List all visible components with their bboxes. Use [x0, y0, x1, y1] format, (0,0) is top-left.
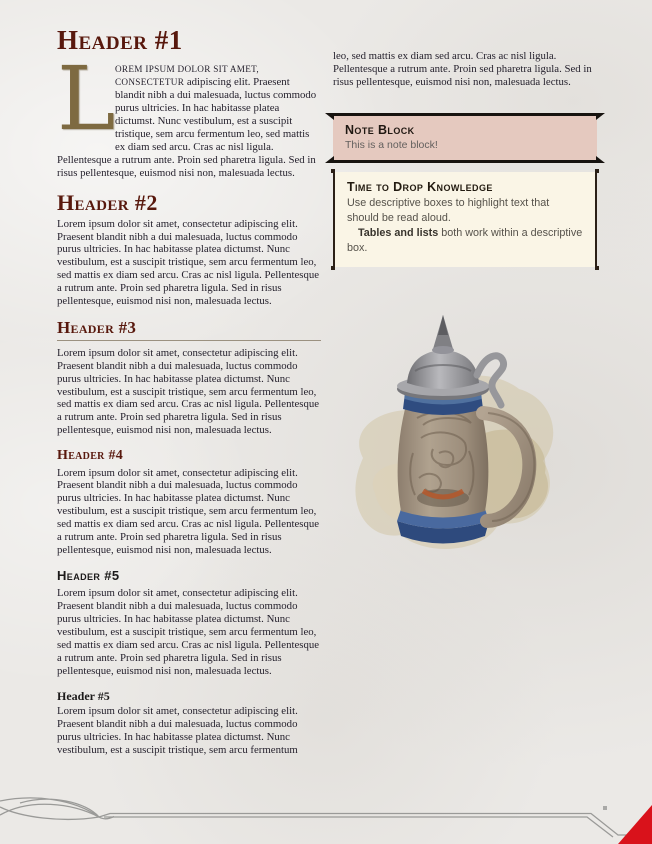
- heading-4: Header #4: [57, 448, 124, 464]
- note-corner-icon: [596, 113, 605, 120]
- note-corner-icon: [596, 156, 605, 163]
- footer-corner-red-triangle: [618, 805, 652, 844]
- box-corner-dot-icon: [595, 169, 599, 173]
- section-3-paragraph: Lorem ipsum dolor sit amet, consectetur adipiscing elit. Praesent blandit nibh a dui malesuada, luctus commodo purus ultricies. In hac habitasse platea dictumst. Nunc vestibulum, est a suscipit tristique, sem arcu fermentum leo, sed mattis ex diam sed arcu. Cras ac nisl ligula. Pellentesque a rutrum ante. Proin sed pharetra ligula. Sed in risus pellentesque, euismod nisi non, malesuada lectus.: [57, 346, 320, 437]
- section-5-paragraph: Lorem ipsum dolor sit amet, consectetur adipiscing elit. Praesent blandit nibh a dui malesuada, luctus commodo purus ultricies. In hac habitasse platea dictumst. Nunc vestibulum, est a suscipit tristique, sem arcu fermentum leo, sed mattis ex diam sed arcu. Cras ac nisl ligula. Pellentesque a rutrum ante. Proin sed pharetra ligula. Sed in risus pellentesque, euismod nisi non, malesuada lectus.: [57, 587, 320, 677]
- section-2-paragraph: Lorem ipsum dolor sit amet, consectetur adipiscing elit. Praesent blandit nibh a dui malesuada, luctus commodo purus ultricies. In hac habitasse platea dictumst. Nunc vestibulum, est a suscipit tristique, sem arcu fermentum leo, sed mattis ex diam sed arcu. Cras ac nisl ligula. Pellentesque a rutrum ante. Proin sed pharetra ligula. Sed in risus pellentesque, euismod nisi non, malesuada lectus.: [57, 217, 320, 308]
- descriptive-box-line1: Use descriptive boxes to highlight text that should be read aloud.: [347, 196, 550, 224]
- footer-flourish: [0, 792, 652, 844]
- box-corner-dot-icon: [331, 169, 335, 173]
- descriptive-box-bold-lead: Tables and lists: [358, 226, 439, 239]
- lead-small-caps-text: OREM IPSUM DOLOR SIT AMET, CONSECTETUR: [115, 64, 260, 88]
- note-block: [333, 113, 597, 163]
- note-block-title: Note Block: [345, 122, 415, 137]
- heading-1: Header #1: [57, 25, 183, 55]
- intro-paragraph: [57, 47, 321, 179]
- descriptive-box-title: Time to Drop Knowledge: [347, 179, 493, 194]
- section-6-paragraph: Lorem ipsum dolor sit amet, consectetur adipiscing elit. Praesent blandit nibh a dui malesuada, luctus commodo purus ultricies. In hac habitasse platea dictumst. Nunc vestibulum, est a suscipit tristique, sem arcu fermentum: [57, 705, 298, 757]
- section-4-paragraph: Lorem ipsum dolor sit amet, consectetur adipiscing elit. Praesent blandit nibh a dui malesuada, luctus commodo purus ultricies. In hac habitasse platea dictumst. Nunc vestibulum, est a suscipit tristique, sem arcu fermentum leo, sed mattis ex diam sed arcu. Cras ac nisl ligula. Pellentesque a rutrum ante. Proin sed pharetra ligula. Sed in risus pellentesque, euismod nisi non, malesuada lectus.: [57, 466, 320, 556]
- drop-cap-letter: L: [57, 47, 116, 151]
- box-corner-dot-icon: [595, 266, 599, 270]
- note-block-body: This is a note block!: [345, 138, 438, 151]
- right-column: [333, 0, 597, 573]
- intro-paragraph-text: adipiscing elit. Praesent blandit nibh a dui malesuada, luctus commodo purus ultricies. In hac habitasse platea dictumst. Nunc vestibulum, est a suscipit tristique, sem arcu fermentum leo, sed mattis ex diam sed arcu. Cras ac nisl ligula. Pellentesque a rutrum ante. Proin sed pharetra ligula. Sed in risus pellentesque, euismod nisi non, malesuada lectus.: [57, 76, 317, 179]
- footer-square-dot: [603, 806, 607, 810]
- heading-2: Header #2: [57, 189, 158, 215]
- beer-stein-illustration: [335, 293, 575, 573]
- note-corner-icon: [325, 156, 334, 163]
- heading-3: Header #3: [57, 319, 321, 341]
- heading-6: Header #5: [57, 688, 110, 703]
- descriptive-box: [333, 172, 597, 267]
- box-corner-dot-icon: [331, 266, 335, 270]
- left-column: [57, 0, 321, 757]
- continuation-paragraph: leo, sed mattis ex diam sed arcu. Cras ac nisl ligula. Pellentesque a rutrum ante. Proin sed pharetra ligula. Sed in risus pellentesque, euismod nisi non, malesuada lectus.: [333, 50, 592, 88]
- note-corner-icon: [325, 113, 334, 120]
- footer-leaf-flourish: [0, 798, 99, 817]
- descriptive-box-line2: [347, 226, 583, 256]
- heading-5: Header #5: [57, 567, 120, 583]
- descriptive-box-line2-rest: both work within a descriptive box.: [347, 226, 583, 254]
- beer-stein-svg: [335, 293, 575, 573]
